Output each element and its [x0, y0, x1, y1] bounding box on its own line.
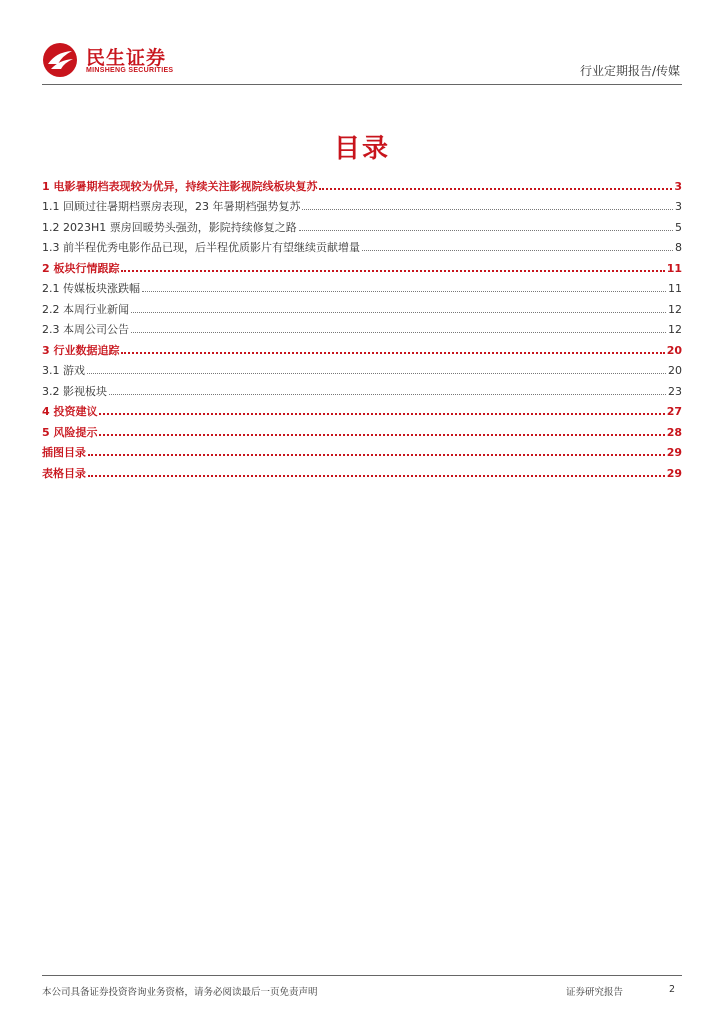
- toc-entry[interactable]: [42, 399, 682, 420]
- toc-entry[interactable]: [42, 235, 682, 256]
- toc-entry[interactable]: [42, 440, 682, 461]
- toc-entry[interactable]: [42, 214, 682, 235]
- toc-entry[interactable]: [42, 358, 682, 379]
- footer-disclaimer: 本公司具备证券投资咨询业务资格，请务必阅读最后一页免责声明: [42, 987, 318, 998]
- toc-dot-leader: [131, 312, 666, 313]
- company-logo: [42, 42, 222, 82]
- toc-entry-page[interactable]: 20: [668, 364, 682, 377]
- toc-entry-label[interactable]: 2 板块行情跟踪: [42, 261, 120, 275]
- toc-entry-page[interactable]: 29: [666, 466, 682, 480]
- toc-entry-label[interactable]: 5 风险提示: [42, 425, 98, 439]
- toc-dot-leader: [88, 475, 665, 477]
- toc-dot-leader: [87, 373, 666, 374]
- toc-entry-page[interactable]: 11: [668, 282, 682, 295]
- toc-dot-leader: [299, 230, 673, 231]
- toc-entry-label[interactable]: 1.1 回顾过往暑期档票房表现，23 年暑期档强势复苏: [42, 200, 301, 213]
- report-type-label: 行业定期报告/传媒: [579, 64, 680, 78]
- toc-entry-label[interactable]: 1.2 2023H1 票房回暖势头强劲，影院持续修复之路: [42, 220, 297, 234]
- logo-english-name: MINSHENG SECURITIES: [86, 67, 174, 74]
- toc-entry-page[interactable]: 20: [666, 343, 682, 357]
- toc-entry[interactable]: [42, 317, 682, 338]
- toc-entry[interactable]: [42, 173, 682, 194]
- footer-page-number: 2: [669, 984, 676, 995]
- toc-entry[interactable]: [42, 419, 682, 440]
- toc-entry-page[interactable]: 23: [668, 384, 682, 398]
- toc-dot-leader: [121, 270, 664, 272]
- toc-dot-leader: [99, 413, 664, 415]
- minsheng-logo-icon: [42, 42, 78, 78]
- toc-dot-leader: [302, 209, 673, 210]
- toc-entry-page[interactable]: 5: [675, 220, 682, 234]
- page-header: [42, 40, 682, 86]
- toc-dot-leader: [142, 291, 666, 292]
- toc-entry-label[interactable]: 2.3 本周公司公告: [42, 323, 129, 336]
- toc-entry-label[interactable]: 1 电影暑期档表现较为优异，持续关注影视院线板块复苏: [42, 179, 318, 193]
- toc-entry-page[interactable]: 12: [668, 302, 682, 316]
- toc-entry-label[interactable]: 2.2 本周行业新闻: [42, 302, 129, 316]
- header-divider: [42, 84, 682, 85]
- toc-entry[interactable]: [42, 337, 682, 358]
- toc-entry-page[interactable]: 12: [668, 323, 682, 336]
- toc-entry-label[interactable]: 3.2 影视板块: [42, 384, 107, 398]
- footer-divider: [42, 975, 682, 976]
- toc-entry-page[interactable]: 29: [666, 446, 682, 459]
- toc-dot-leader: [109, 394, 666, 395]
- toc-entry[interactable]: [42, 194, 682, 215]
- toc-entry-label[interactable]: 插图目录: [42, 446, 86, 459]
- toc-dot-leader: [362, 250, 673, 251]
- toc-entry[interactable]: [42, 296, 682, 317]
- page-title: 目录: [333, 134, 390, 164]
- toc-dot-leader: [121, 352, 664, 354]
- toc-entry-page[interactable]: 3: [674, 179, 682, 193]
- toc-entry[interactable]: [42, 276, 682, 297]
- toc-entry-page[interactable]: 3: [675, 200, 682, 213]
- toc-dot-leader: [131, 332, 666, 333]
- toc-entry[interactable]: [42, 378, 682, 399]
- toc-entry-label[interactable]: 表格目录: [42, 466, 86, 480]
- toc-entry[interactable]: [42, 255, 682, 276]
- toc-entry-label[interactable]: 3.1 游戏: [42, 364, 85, 377]
- toc-entry-label[interactable]: 1.3 前半程优秀电影作品已现，后半程优质影片有望继续贡献增量: [42, 241, 360, 254]
- toc-dot-leader: [88, 454, 665, 456]
- toc-dot-leader: [319, 188, 672, 190]
- toc-entry-page[interactable]: 27: [666, 405, 682, 418]
- toc-entry[interactable]: [42, 460, 682, 481]
- toc-entry-label[interactable]: 2.1 传媒板块涨跌幅: [42, 282, 140, 295]
- toc-entry-page[interactable]: 8: [675, 241, 682, 254]
- toc-entry-page[interactable]: 11: [666, 261, 682, 275]
- toc-entry-page[interactable]: 28: [666, 425, 682, 439]
- toc-entry-label[interactable]: 4 投资建议: [42, 405, 98, 418]
- toc-dot-leader: [99, 434, 664, 436]
- logo-chinese-name: 民生证券: [86, 47, 167, 69]
- footer-doc-type: 证券研究报告: [566, 987, 624, 998]
- table-of-contents: [42, 173, 682, 481]
- toc-entry-label[interactable]: 3 行业数据追踪: [42, 343, 120, 357]
